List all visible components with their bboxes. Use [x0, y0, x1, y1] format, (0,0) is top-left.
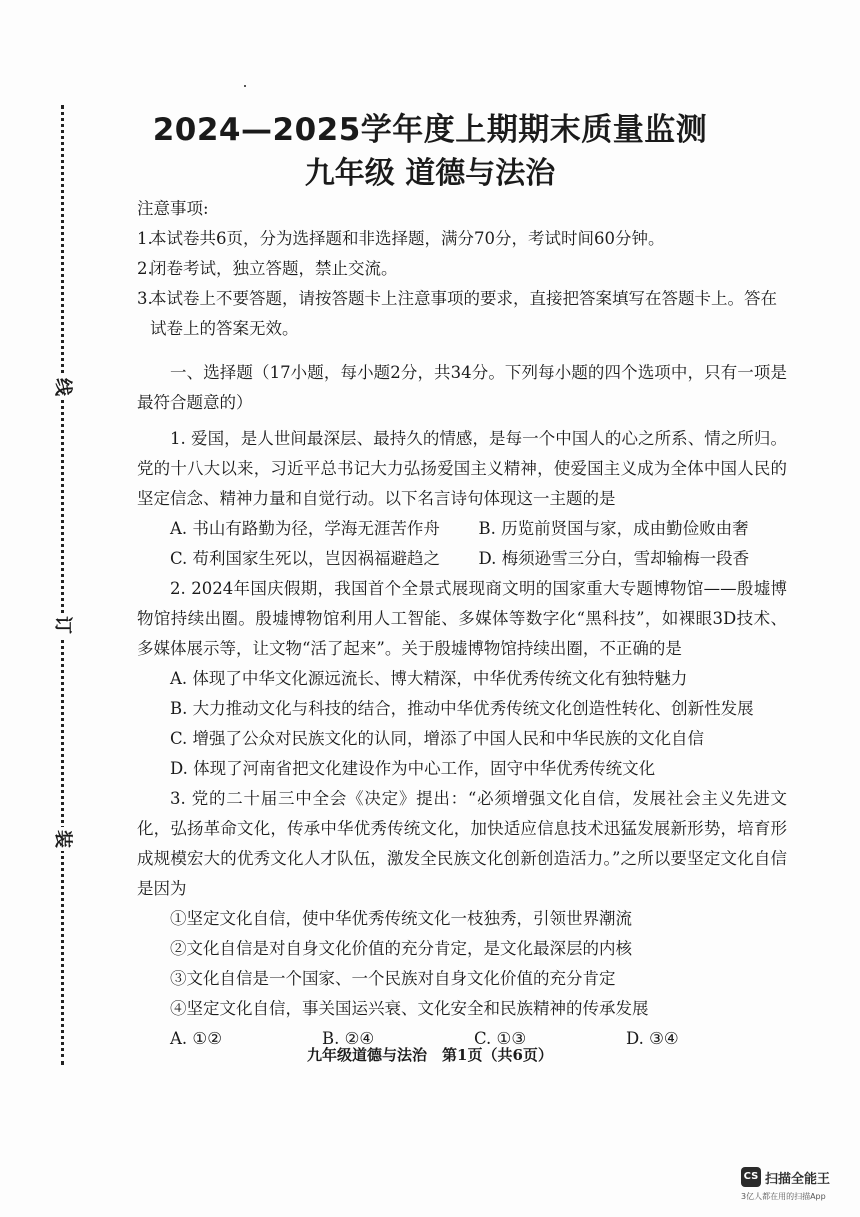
question-3-statement-2: ②文化自信是对自身文化价值的充分肯定，是文化最深层的内核: [170, 939, 632, 958]
exam-title: 2024—2025学年度上期期末质量监测: [152, 112, 708, 148]
question-1-stem: 1. 爱国，是人世间最深层、最持久的情感，是每一个中国人的心之所系、情之所归。党的十八大以来，习近平总书记大力弘扬爱国主义精神，使爱国主义成为全体中国人民的坚定信念、精神力量和自觉行动。以下名言诗句体现这一主题的是: [137, 429, 787, 508]
question-1-options-row: [137, 514, 787, 544]
question-2-option-d: D. 体现了河南省把文化建设作为中心工作，固守中华优秀传统文化: [170, 759, 656, 778]
question-3-option-b: B. ②④: [322, 1029, 375, 1048]
question-1-option-d: D. 梅须逊雪三分白，雪却输梅一段香: [478, 549, 750, 568]
binding-word-zhuang: 装: [50, 827, 74, 851]
camscanner-logo-icon: CS: [741, 1167, 761, 1187]
binding-dotted-line: [61, 105, 64, 1065]
question-1-option-b: B. 历览前贤国与家，成由勤俭败由奢: [478, 519, 749, 538]
binding-word-ding: 订: [50, 613, 74, 637]
question-1-option-a: A. 书山有路勤为径，学海无涯苦作舟: [170, 519, 440, 538]
notice-item-text: 本试卷上不要答题，请按答题卡上注意事项的要求，直接把答案填写在答题卡上。答在试卷上的答案无效。: [150, 289, 777, 338]
watermark-tagline: 3亿人都在用的扫描App: [741, 1192, 826, 1201]
question-2-stem: 2. 2024年国庆假期，我国首个全景式展现商文明的国家重大专题博物馆——殷墟博物馆持续出圈。殷墟博物馆利用人工智能、多媒体等数字化“黑科技”，如裸眼3D技术、多媒体展示等，让文物“活了起来”。关于殷墟博物馆持续出圈，不正确的是: [137, 579, 787, 658]
scan-speck: [244, 85, 246, 87]
scanner-watermark: [741, 1167, 851, 1211]
question-3-option-d: D. ③④: [626, 1029, 679, 1048]
question-1-options-row: [137, 544, 787, 574]
notice-item-text: 本试卷共6页，分为选择题和非选择题，满分70分，考试时间60分钟。: [150, 229, 665, 248]
page-footer: 九年级道德与法治 第1页（共6页）: [307, 1046, 553, 1064]
notice-item-number: 1.: [137, 229, 153, 248]
watermark-app-name: 扫描全能王: [765, 1172, 831, 1187]
notice-item: [137, 284, 787, 344]
notice-heading: 注意事项:: [137, 199, 209, 218]
question-2-option-b: B. 大力推动文化与科技的结合，推动中华优秀传统文化创造性转化、创新性发展: [170, 699, 754, 718]
binding-word-xian: 线: [50, 375, 74, 399]
binding-margin: [52, 105, 73, 1065]
exam-content: [137, 194, 787, 1054]
question-2-option-c: C. 增强了公众对民族文化的认同，增添了中国人民和中华民族的文化自信: [170, 729, 705, 748]
exam-subtitle: 九年级 道德与法治: [304, 156, 556, 191]
question-3-statement-1: ①坚定文化自信，使中华优秀传统文化一枝独秀，引领世界潮流: [170, 909, 632, 928]
question-3-option-a: A. ①②: [170, 1029, 222, 1048]
question-1-option-c: C. 苟利国家生死以，岂因祸福避趋之: [170, 549, 441, 568]
notice-item: [137, 224, 787, 254]
question-3-statement-4: ④坚定文化自信，事关国运兴衰、文化安全和民族精神的传承发展: [170, 999, 649, 1018]
question-3-option-c: C. ①③: [474, 1029, 527, 1048]
question-2-option-a: A. 体现了中华文化源远流长、博大精深，中华优秀传统文化有独特魅力: [170, 669, 688, 688]
notice-item-number: 2.: [137, 259, 153, 278]
notice-item-number: 3.: [137, 289, 153, 308]
question-3-statement-3: ③文化自信是一个国家、一个民族对自身文化价值的充分肯定: [170, 969, 616, 988]
section-heading: 一、选择题（17小题，每小题2分，共34分。下列每小题的四个选项中，只有一项是最符合题意的）: [137, 363, 787, 412]
notice-item-text: 闭卷考试，独立答题，禁止交流。: [150, 259, 398, 278]
question-3-stem: 3. 党的二十届三中全会《决定》提出：“必须增强文化自信，发展社会主义先进文化，弘扬革命文化，传承中华优秀传统文化，加快适应信息技术迅猛发展新形势，培育形成规模宏大的优秀文化人才队伍，激发全民族文化创新创造活力。”之所以要坚定文化自信是因为: [137, 789, 787, 898]
notice-item: [137, 254, 787, 284]
